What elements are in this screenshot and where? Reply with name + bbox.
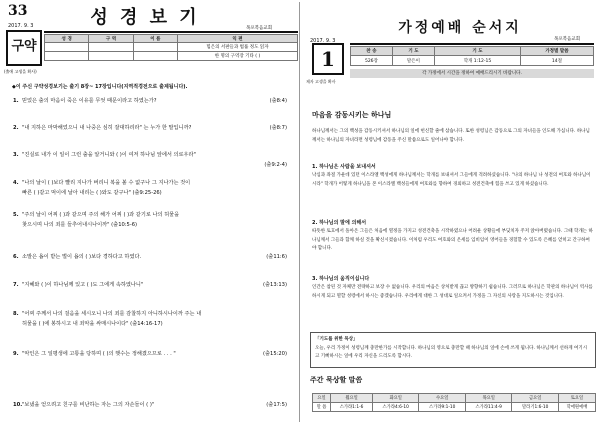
church-name: 목포복음교회 xyxy=(554,37,581,42)
weekly-reading-title: 주간 묵상할 말씀 xyxy=(310,376,363,384)
scope-cell[interactable] xyxy=(89,43,133,52)
header-rule xyxy=(44,31,298,33)
issue-number-box: 1 xyxy=(312,43,344,75)
question-item xyxy=(13,178,295,198)
worship-notice: 각 가정에서 시간을 정하여 예배드리시기 바랍니다. xyxy=(350,69,594,78)
quiz-intro: ◆이 주신 구약성경보기는 출기 8장~ 17장입니다(지역적경전으로 출제됩니다). xyxy=(12,84,188,90)
question-number: 9. xyxy=(13,351,19,357)
question-text: "진실로 내가 이 일이 그런 출을 알거니와 ( )이 여저 하나님 앞에서 의로우라" xyxy=(22,152,196,158)
order-cell: 학개 1:12-15 xyxy=(435,56,521,66)
reading-ref: 말 씀 xyxy=(313,403,331,412)
scope-cell[interactable] xyxy=(89,52,133,61)
issue-date: 2017. 9. 3 xyxy=(310,38,336,44)
prayer-heading: 「기도를 위한 묵상」 xyxy=(315,337,358,342)
reading-ref: 스가랴9:1-10 xyxy=(419,403,466,412)
scope-header: 이 름 xyxy=(133,35,177,43)
prayer-box xyxy=(310,332,596,368)
reading-ref: 스가랴4:6-10 xyxy=(372,403,419,412)
scope-cell[interactable] xyxy=(45,52,89,61)
question-ref: (출9:2-4) xyxy=(264,162,287,168)
question-item xyxy=(13,252,295,262)
question-item xyxy=(13,349,295,359)
issue-number: 33 xyxy=(8,3,28,19)
question-number: 7. xyxy=(13,282,19,288)
question-ref: (출15:20) xyxy=(262,351,287,357)
question-ref: (출8:4) xyxy=(269,98,287,104)
question-item xyxy=(13,309,295,329)
point-body: 낙심과 좌절 가운데 있던 이스라엘 백성에게 하나님께서는 학개를 보내셔서 그들에게 격려하셨습니다. "나의 하나님 나 성전의 여호와 하나님이시라" 학개가 어떻게 하나님을 본 이스라엘 백성들에게 여호와를 향하여 경외하고 성전건축에 힘을 쓰고 있게 하셨습니다. xyxy=(312,173,591,187)
scope-cell: 한 명의 구역장 기타 ( ) xyxy=(178,52,298,61)
question-item xyxy=(13,96,295,106)
point-heading: 2. 하나님의 말에 의해서 xyxy=(312,220,367,226)
reading-ref: 스가랴1:1-6 xyxy=(331,403,373,412)
tag-note: (출애 고생을 확사) xyxy=(4,69,37,74)
order-cell: 14절 xyxy=(520,56,593,66)
reading-day: 요일 xyxy=(313,394,331,403)
question-text: 소발은 욥이 받는 벌이 욥의 ( )보다 경하다고 하였다. xyxy=(22,254,142,260)
scope-cell: 힘은의 서판들과 법률 정도 읽자 xyxy=(178,43,298,52)
order-cell: 말은이 xyxy=(392,56,434,66)
question-number: 3. xyxy=(13,152,19,158)
testament-tag: 구약 xyxy=(6,30,42,66)
page-title: 성 경 보 기 xyxy=(90,7,200,28)
question-item xyxy=(13,400,295,410)
point-body: 따뜻한 토흐에서 돌아온 그들은 처음에 열정을 가지고 성전건축을 시작하였으나 어려운 상황들에 부딪치자 주저 앉아버렸습니다. 그때 학개는 하나님께서 그들과 함께 하실 것을 확신시켰습니다. 이처럼 우리도 여호와의 온세를 입비임이 영어들을 경험할 수 있도록 은혜를 얻히고 간구하여야 합니다. xyxy=(312,229,593,251)
question-text: "악인은 그 일평생에 고통을 당하며 ( )의 햇수는 정해졌으므로 . . . " xyxy=(22,351,176,357)
question-ref: (출11:6) xyxy=(266,254,287,260)
reading-day: 토요일 xyxy=(558,394,595,403)
scope-table xyxy=(44,34,298,61)
question-text: "지혜와 ( )이 하나님께 있고 ( )도 그에게 속하였나니" xyxy=(22,282,144,288)
order-header: 기 도 xyxy=(435,47,521,56)
order-header: 가정별 말씀 xyxy=(520,47,593,56)
weekly-reading-table xyxy=(312,393,596,412)
reading-ref: 말라기1:6-10 xyxy=(512,403,559,412)
page-title: 가정예배 순서지 xyxy=(398,20,522,36)
scope-header: 익 편 xyxy=(178,35,298,43)
question-item xyxy=(13,150,295,170)
scope-header: 구 역 xyxy=(89,35,133,43)
question-number: 6. xyxy=(13,254,19,260)
reading-day: 목요일 xyxy=(465,394,512,403)
reading-day: 화요일 xyxy=(372,394,419,403)
box-note: 제자 고생을 확사 xyxy=(306,79,336,84)
question-ref: (출8:7) xyxy=(269,125,287,131)
question-number: 10. xyxy=(13,402,23,408)
question-ref: (출17:5) xyxy=(266,402,287,408)
question-continuation: 찾으시며 나의 죄를 들추어내시나이까" (출10:5-6) xyxy=(22,222,138,228)
question-text: "주의 날이 어찌 ( )과 같으며 주의 해가 어찌 ( )과 같기로 나의 허물을 xyxy=(22,212,180,218)
question-number: 5. xyxy=(13,212,19,218)
church-name: 목포복음교회 xyxy=(246,26,273,31)
prayer-text: 오늘, 우리 가정이 성령님께 충만한가를 시작합니다. 하나님의 영으로 충만할 때 하나님의 일에 손에 쓰게 됩니다. 하나님께서 선하게 여기시고 기뻐하시는 일에 우리 자신을 드리도록 합시다. xyxy=(315,345,588,359)
sermon-title: 마음을 감동시키는 하나님 xyxy=(312,111,392,119)
reading-day: 월요일 xyxy=(331,394,373,403)
reading-ref: 스가랴11:4-9 xyxy=(465,403,512,412)
question-text: 믿었은 출의 마음이 죽은 이유를 무엇 때문이라고 하였는가? xyxy=(22,98,157,104)
point-heading: 3. 하나님의 움직이십니다 xyxy=(312,276,370,282)
question-text: "어찌 주께서 나의 걸음을 세시오니 나의 죄를 감찰하지 아니하시나이까 주는 내 xyxy=(22,311,202,317)
scope-cell[interactable] xyxy=(133,43,177,52)
scope-cell[interactable] xyxy=(133,52,177,61)
question-ref: (출13:13) xyxy=(262,282,287,288)
question-number: 2. xyxy=(13,125,19,131)
reading-day: 수요일 xyxy=(419,394,466,403)
scope-header: 성 경 xyxy=(45,35,89,43)
order-header: 찬 송 xyxy=(351,47,393,56)
sermon-intro: 하나님께서는 그의 백성을 감동시키셔서 하나님의 일에 헌신할 줄에 삼습니다. 또한 성령님은 감동으로 그의 자녀들을 인도해 가십니다. 하나님께서는 하나님의 자녀라면 성령님에 감동을 주신 말씀으로도 일어나야 합니다. xyxy=(312,129,590,143)
question-text: "나의 날이 ( )보다 빨리 지나가 버리니 복을 볼 수 없구나 그 지나가는 것이 xyxy=(22,180,191,186)
reading-day: 금요일 xyxy=(512,394,559,403)
point-heading: 1. 하나님은 사람을 보내셔서 xyxy=(312,164,376,170)
issue-date: 2017. 9. 3 xyxy=(8,23,34,29)
question-continuation: 허물을 ( )에 봉하시고 내 죄악을 싸매시나이다" (출14:16-17) xyxy=(22,321,163,327)
point-body: 인간은 참된 것 자체만 전략하고 보장 수 없습니다. 우리의 마음은 상처받게 끊고 방향하기 쉽습니다. 그러므로 하나님은 학관의 하나님이 역사를 하시게 되고 멸할 성령에서 하시는 좋겠습니다. 우리에게 대한 그 성대로 일으켜서 가정을 그 자신의 사랑을 지도하시는 것입니다. xyxy=(312,285,593,299)
order-header: 기 도 xyxy=(392,47,434,56)
question-continuation: 빠른 ( )같고 먹이에 날아 내리는 ( )와도 같구나" (출9:25-26) xyxy=(22,190,162,196)
question-item xyxy=(13,210,295,230)
scope-cell[interactable] xyxy=(45,43,89,52)
family-worship-page xyxy=(300,0,600,424)
worship-order-table xyxy=(350,46,594,66)
question-text: "내 지하은 마막해었으니 내 나중은 심히 잘대하리라" 는 누가 한 말입니까? xyxy=(22,125,192,131)
header-rule xyxy=(350,43,594,45)
order-cell: 526장 xyxy=(351,56,393,66)
question-text: "보냈을 얻으려고 친구를 비난하는 자는 그의 자손들이 ( )" xyxy=(22,402,155,408)
reading-ref: 학애원예배 xyxy=(558,403,595,412)
question-item xyxy=(13,123,295,133)
question-item xyxy=(13,280,295,290)
question-number: 8. xyxy=(13,311,19,317)
question-number: 4. xyxy=(13,180,19,186)
question-number: 1. xyxy=(13,98,19,104)
